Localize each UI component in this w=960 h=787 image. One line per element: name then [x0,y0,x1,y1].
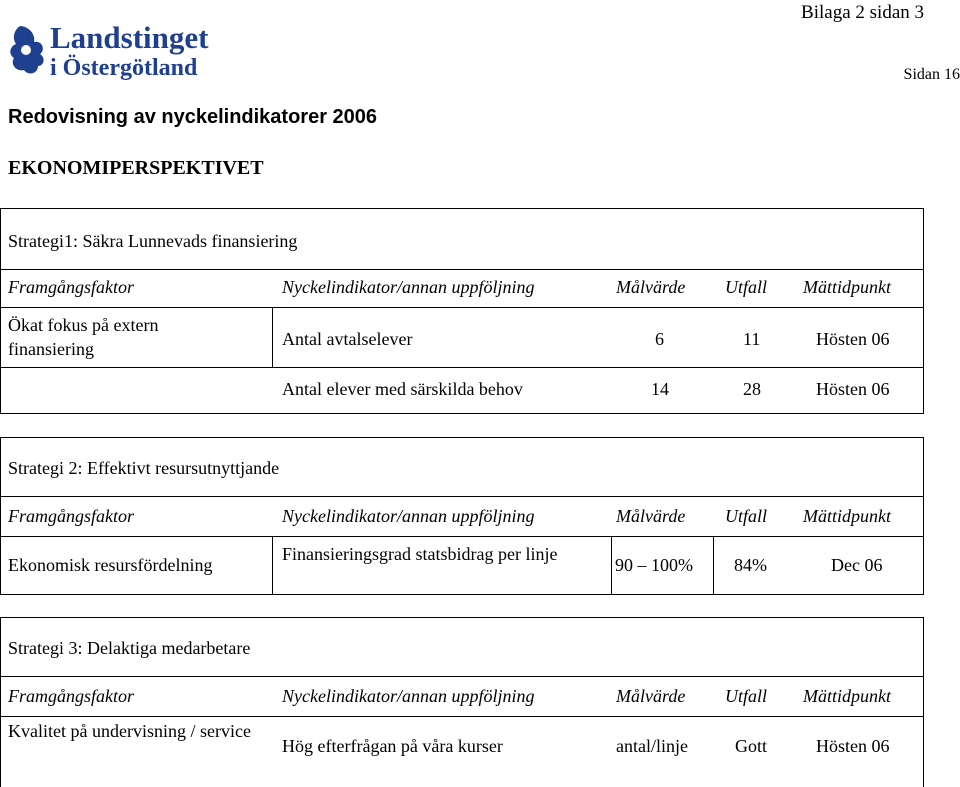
table-row-measure-point: Hösten 06 [816,329,890,349]
table-row-outcome: 28 [743,379,761,399]
col-indicator: Nyckelindikator/annan uppföljning [282,277,535,297]
strategy-3-factor: Kvalitet på undervisning / service [8,721,251,741]
document-title: Redovisning av nyckelindikatorer 2006 [8,106,378,128]
strategy-3-title: Strategi 3: Delaktiga medarbetare [8,638,251,658]
table-row-indicator: Finansieringsgrad statsbidrag per linje [282,544,558,564]
col-outcome: Utfall [725,277,768,297]
strategy-1-table [0,208,924,414]
brand-line2: i Östergötland [50,55,198,81]
col-outcome: Utfall [725,686,768,706]
col-factor: Framgångsfaktor [8,506,134,526]
table-row-indicator: Antal elever med särskilda behov [282,379,523,399]
col-outcome: Utfall [725,506,768,526]
table-row-indicator: Hög efterfrågan på våra kurser [282,736,503,756]
table-row-measure-point: Hösten 06 [816,379,890,399]
strategy-2-title: Strategi 2: Effektivt resursutnyttjande [8,458,280,478]
col-factor: Framgångsfaktor [8,686,134,706]
table-row-target: 14 [651,379,669,399]
table-row-measure-point: Hösten 06 [816,736,890,756]
page-number: Sidan 16 [903,66,960,83]
col-measure-point: Mättidpunkt [803,686,891,706]
brand-line1: Landstinget [50,20,209,55]
strategy-2-table [0,437,924,595]
strategy-2-factor: Ekonomisk resursfördelning [8,555,213,575]
col-indicator: Nyckelindikator/annan uppföljning [282,506,535,526]
col-target: Målvärde [616,277,686,297]
table-row-target: 6 [655,329,664,349]
col-measure-point: Mättidpunkt [803,506,891,526]
col-indicator: Nyckelindikator/annan uppföljning [282,686,535,706]
table-row-target: antal/linje [616,736,688,756]
strategy-1-title: Strategi1: Säkra Lunnevads finansiering [8,231,298,251]
table-row-target: 90 – 100% [615,555,693,575]
table-row-outcome: 11 [743,329,761,349]
strategy-3-table [0,617,924,787]
table-row-measure-point: Dec 06 [831,555,883,575]
col-measure-point: Mättidpunkt [803,277,891,297]
table-row-indicator: Antal avtalselever [282,329,413,349]
strategy-1-factor: Ökat fokus på extern finansiering [8,315,159,359]
table-row-outcome: Gott [735,736,768,756]
landstinget-logo [6,20,268,82]
perspective-heading: EKONOMIPERSPEKTIVET [8,157,264,179]
table-row-outcome: 84% [734,555,767,575]
col-target: Målvärde [616,506,686,526]
col-target: Målvärde [616,686,686,706]
attachment-label: Bilaga 2 sidan 3 [801,2,924,23]
col-factor: Framgångsfaktor [8,277,134,297]
